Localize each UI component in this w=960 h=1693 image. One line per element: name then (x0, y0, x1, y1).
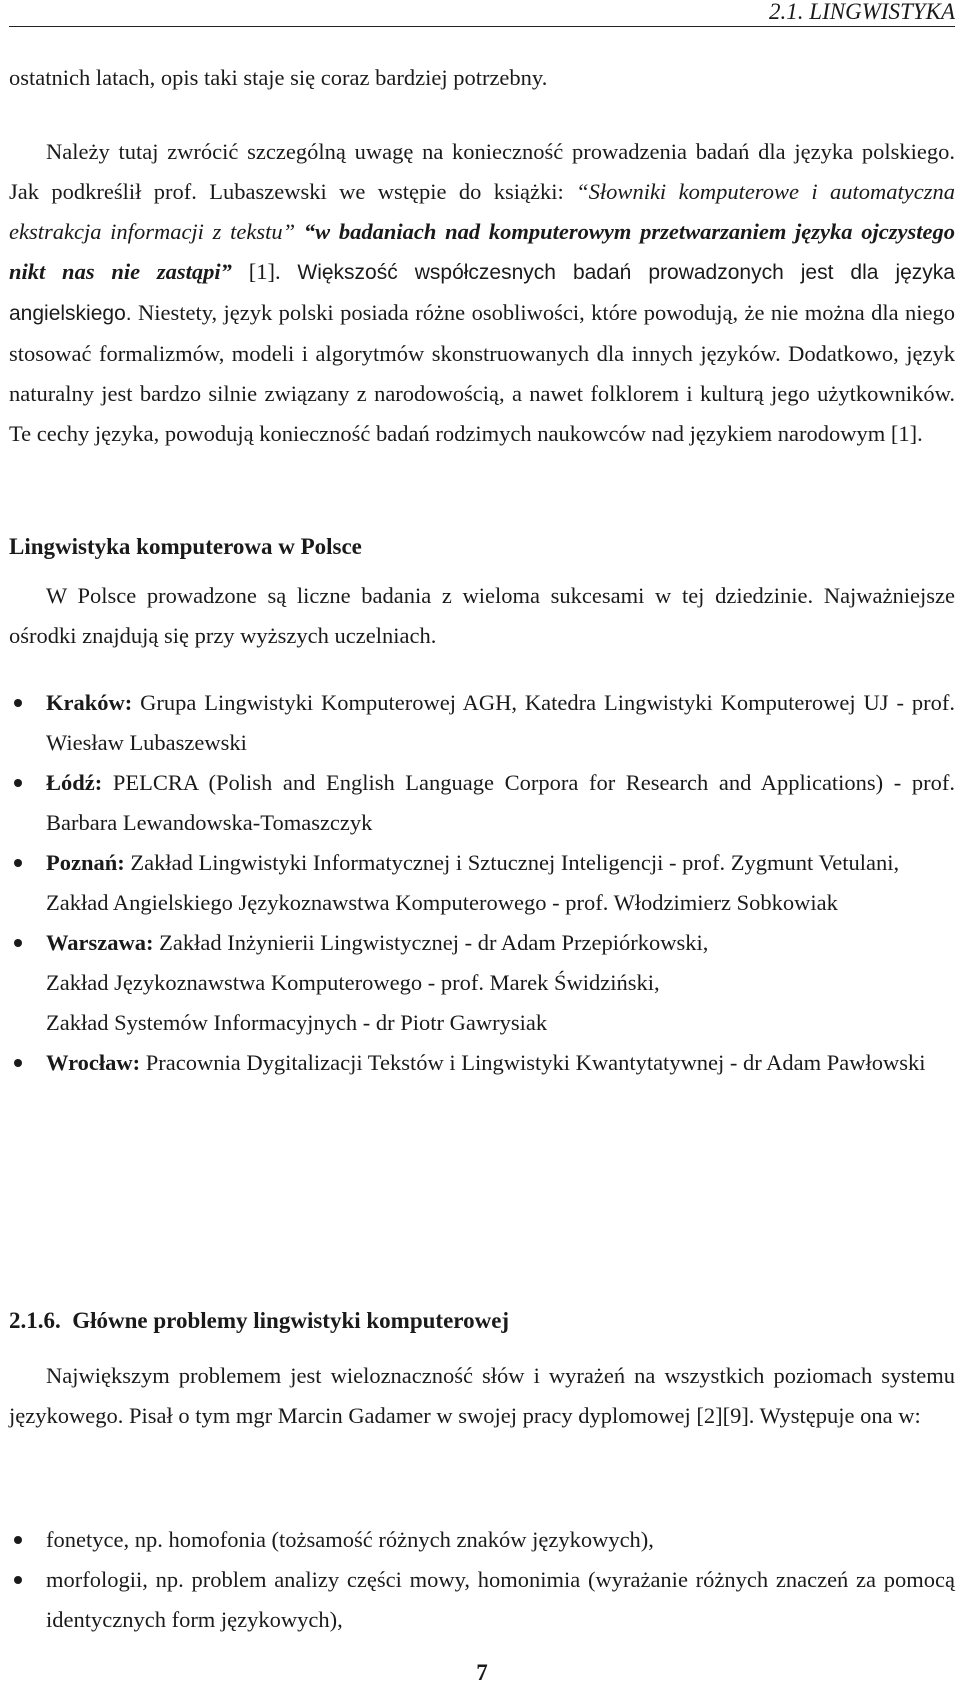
problem-text: morfologii, np. problem analizy części mowy, homonimia (wyrażanie różnych znaczeń za pomocą identycznych form językowych), (46, 1567, 955, 1632)
center-line: Zakład Językoznawstwa Komputerowego - prof. Marek Świdziński, (46, 970, 660, 995)
center-line: Zakład Lingwistyki Informatycznej i Sztucznej Inteligencji - prof. Zygmunt Vetulani, (130, 850, 900, 875)
paragraph-ambiguity: Największym problemem jest wieloznaczność słów i wyrażeń na wszystkich poziomach systemu językowego. Pisał o tym mgr Marcin Gadamer w swojej pracy dyplomowej [2][9]. Występuje ona w: (9, 1363, 955, 1428)
list-item-poznan (9, 843, 955, 923)
bullet-icon (14, 1059, 22, 1067)
subsection-title: Główne problemy lingwistyki komputerowej (72, 1308, 510, 1333)
list-item-lodz (9, 763, 955, 843)
center-line: Zakład Inżynierii Lingwistycznej - dr Adam Przepiórkowski, (159, 930, 709, 955)
paragraph-polish-research (9, 132, 955, 454)
city-label: Wrocław: (46, 1050, 141, 1075)
p2-text-e: [1]. (231, 259, 298, 284)
bullet-icon (14, 939, 22, 947)
problems-list (9, 1520, 955, 1640)
p2-book-title: “Słowniki komputerowe i automatyczna ekstrakcja informacji z tekstu” (9, 179, 955, 244)
paragraph-continuation: ostatnich latach, opis taki staje się coraz bardziej potrzebny. (9, 65, 548, 90)
p2-quote: “w badaniach nad komputerowym przetwarzaniem języka ojczystego nikt nas nie zastąpi” (9, 219, 955, 284)
subsection-number: 2.1.6. (9, 1308, 61, 1333)
list-item-phonetics (9, 1520, 955, 1560)
center-line: Grupa Lingwistyki Komputerowej AGH, Katedra Lingwistyki Komputerowej UJ - prof. Wiesław Lubaszewski (46, 690, 955, 755)
bullet-icon (14, 699, 22, 707)
p2-text-a: Należy tutaj zwrócić szczególną uwagę na konieczność prowadzenia badań dla języka polskiego. Jak podkreślił prof. Lubaszewski we wstępie do książki: (9, 139, 955, 204)
section-heading: Lingwistyka komputerowa w Polsce (9, 534, 362, 559)
subsection-heading (9, 1306, 509, 1336)
running-header (9, 0, 955, 27)
page-number: 7 (476, 1660, 488, 1685)
paragraph-poland-centers: W Polsce prowadzone są liczne badania z wieloma sukcesami w tej dziedzinie. Najważniejsze ośrodki znajdują się przy wyższych uczelniach. (9, 583, 955, 648)
center-line: Pracownia Dygitalizacji Tekstów i Lingwistyki Kwantytatywnej - dr Adam Pawłowski (145, 1050, 926, 1075)
city-label: Łódź: (46, 770, 103, 795)
center-line: PELCRA (Polish and English Language Corpora for Research and Applications) - prof. Barbara Lewandowska-Tomaszczyk (46, 770, 955, 835)
list-item-warszawa (9, 923, 955, 1043)
running-header-section: 2.1. LINGWISTYKA (769, 0, 955, 24)
bullet-icon (14, 1576, 22, 1584)
document-page (9, 0, 955, 1693)
city-label: Warszawa: (46, 930, 154, 955)
p2-text-f: Większość współczesnych badań prowadzonych jest dla języka angielskiego. (9, 261, 955, 325)
bullet-icon (14, 779, 22, 787)
list-item-krakow (9, 683, 955, 763)
city-label: Kraków: (46, 690, 133, 715)
bullet-icon (14, 1536, 22, 1544)
list-item-morphology (9, 1560, 955, 1640)
center-line: Zakład Systemów Informacyjnych - dr Piotr Gawrysiak (46, 1010, 548, 1035)
city-label: Poznań: (46, 850, 125, 875)
problem-text: fonetyce, np. homofonia (tożsamość różnych znaków językowych), (46, 1527, 654, 1552)
research-centers-list (9, 683, 955, 1083)
center-line: Zakład Angielskiego Językoznawstwa Komputerowego - prof. Włodzimierz Sobkowiak (46, 890, 838, 915)
p2-text-g: Niestety, język polski posiada różne osobliwości, które powodują, że nie można dla niego stosować formalizmów, modeli i algorytmów skonstruowanych dla innych języków. Dodatkowo, język naturalny jest bardzo silnie związany z narodowością, a nawet folklorem i kulturą jego użytkowników. Te cechy języka, powodują konieczność badań rodzimych naukowców nad językiem narodowym [1]. (9, 300, 955, 446)
list-item-wroclaw (9, 1043, 955, 1083)
bullet-icon (14, 859, 22, 867)
p2-text-c (295, 219, 304, 244)
